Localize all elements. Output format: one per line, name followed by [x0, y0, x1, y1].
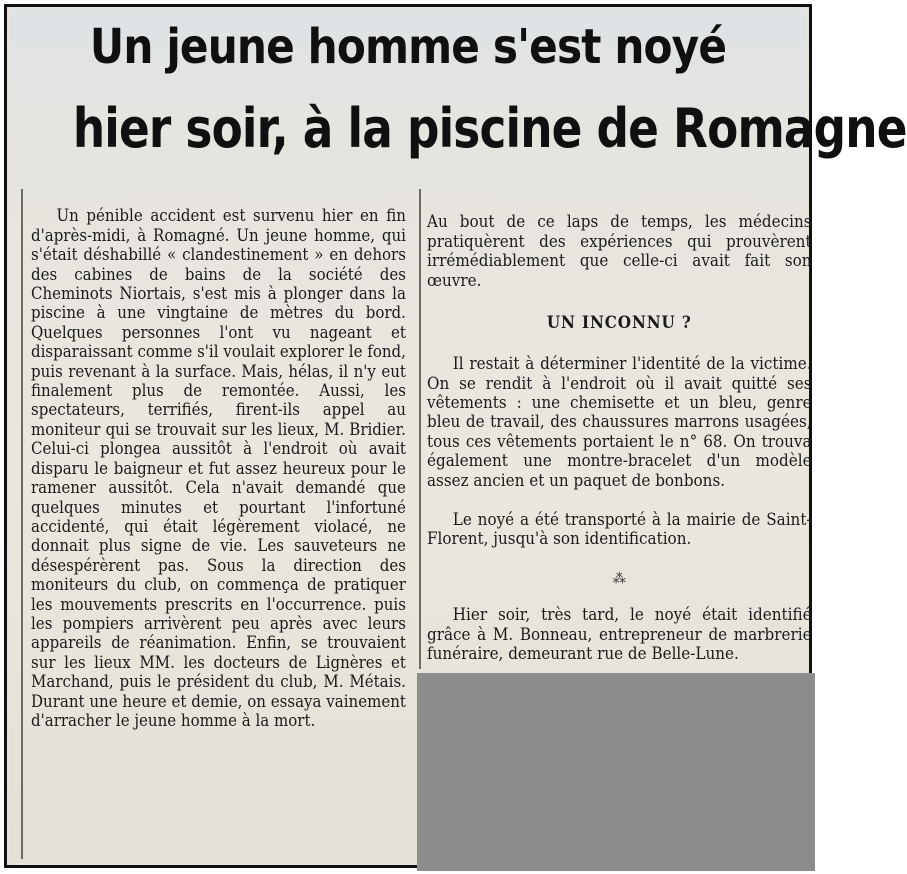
column2-paragraph-4: Hier soir, très tard, le noyé était identifié grâce à M. Bonneau, entrepreneur de marbrerie funéraire, demeurant rue de Belle-Lune. [427, 605, 812, 663]
column2-paragraph-2: Il restait à déterminer l'identité de la victime. On se rendit à l'endroit où il avait quitté ses vêtements : une chemisette et un bleu, genre bleu de travail, des chaussures marrons usagées, tous ces vêtements portaient le n° 68. On trouva également une montre-bracelet d'un modèle assez ancien et un paquet de bonbons. [427, 354, 812, 490]
clipping-frame [4, 4, 907, 868]
headline-line-2: hier soir, à la piscine de Romagne [72, 97, 907, 160]
section-separator: ⁂ [612, 570, 626, 587]
column2-paragraph-3: Le noyé a été transporté à la mairie de Saint-Florent, jusqu'à son identification. [427, 509, 812, 548]
redaction-block [417, 673, 815, 871]
article-column-2 [427, 193, 812, 741]
column1-paragraph: Un pénible accident est survenu hier en fin d'après-midi, à Romagné. Un jeune homme, qui s'était déshabillé « clandestinement » en dehors des cabines de bains de la société des Cheminots Niortais, s'est mis à plonger dans la piscine à une vingtaine de mètres du bord. Quelques personnes l'ont vu nageant et disparaissant comme s'il voulait explorer le fond, puis revenant à la surface. Mais, hélas, il n'y eut finalement plus de remontée. Aussi, les spectateurs, terrifiés, firent-ils appel au moniteur qui se trouvait sur les lieux, M. Bridier. Celui-ci plongea aussitôt à l'endroit où avait disparu le baigneur et fut assez heureux pour le ramener aussitôt. Cela n'avait demandé que quelques minutes et pourtant l'infortuné accidenté, qui était légèrement violacé, ne donnait plus signe de vie. Les sauveteurs ne désespérèrent pas. Sous la direction des moniteurs du club, on commença de pratiquer les mouvements prescrits en l'occurrence. puis les pompiers arrivèrent peu après avec leurs appareils de réanimation. Enfin, se trouvaient sur les lieux MM. les docteurs de Lignères et Marchand, puis le président du club, M. Métais. Durant une heure et demie, on essaya vainement d'arracher le jeune homme à la mort. [31, 206, 406, 730]
subheading: UN INCONNU ? [546, 313, 692, 333]
headline-line-1: Un jeune homme s'est noyé [89, 19, 727, 75]
column-divider [419, 189, 421, 669]
article-column-1 [31, 187, 406, 750]
column2-paragraph-1: Au bout de ce laps de temps, les médecins pratiquèrent des expériences qui prouvèrent irrémédiablement que celle-ci avait fait son œuvre. [427, 212, 812, 290]
newspaper-clipping [9, 9, 907, 863]
left-column-rule [21, 189, 23, 859]
